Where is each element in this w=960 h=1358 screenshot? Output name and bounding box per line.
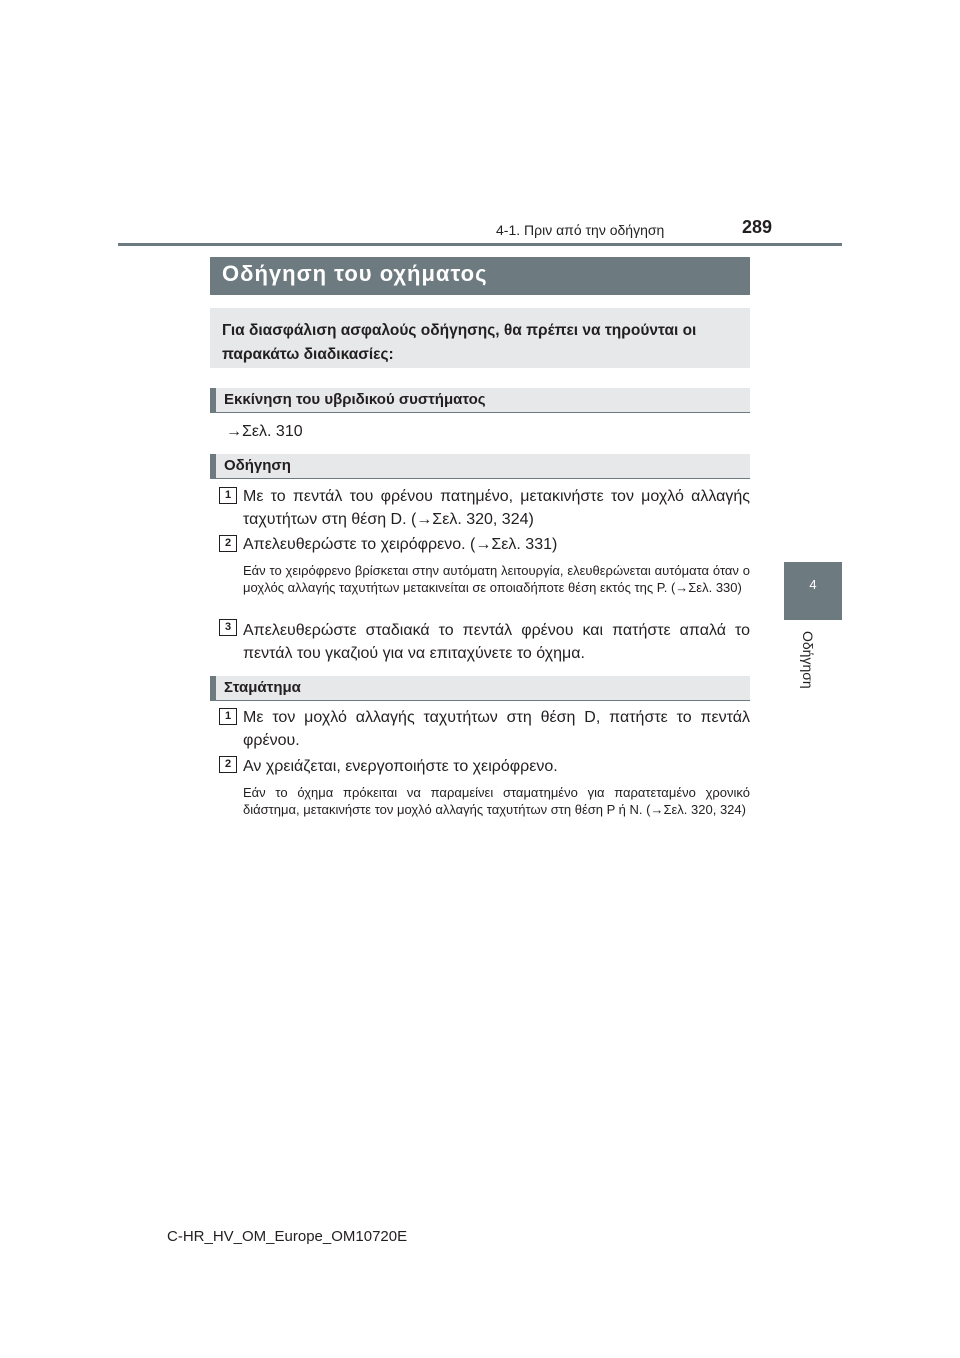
step-number-badge: 2	[219, 535, 237, 552]
header-divider	[118, 243, 842, 246]
subheading-label: Οδήγηση	[224, 457, 291, 474]
page-number: 289	[742, 217, 773, 237]
subheading-label: Εκκίνηση του υβριδικού συστήματος	[224, 391, 486, 408]
intro-text: Για διασφάλιση ασφαλούς οδήγησης, θα πρέπει να τηρούνται οι παρακάτω διαδικασίες:	[222, 322, 697, 363]
subheading-label: Σταμάτημα	[224, 679, 301, 696]
document-code: C-HR_HV_OM_Europe_OM10720E	[167, 1228, 408, 1245]
step-number-badge: 1	[219, 708, 237, 725]
step-text: Απελευθερώστε σταδιακά το πεντάλ φρένου και πατήστε απαλά το πεντάλ του γκαζιού για να επιταχύνετε το όχημα.	[243, 622, 750, 662]
step-text: Με το πεντάλ του φρένου πατημένο, μετακινήστε τον μοχλό αλλαγής ταχυτήτων στη θέση D. (→Σελ. 320, 324)	[243, 488, 750, 528]
section-title: 4-1. Πριν από την οδήγηση	[496, 222, 665, 238]
step-text: Απελευθερώστε το χειρόφρενο. (→Σελ. 331)	[243, 536, 558, 553]
step-note: Εάν το όχημα πρόκειται να παραμείνει σταματημένο για παρατεταμένο χρονικό διάστημα, μετακινήστε τον μοχλό αλλαγής ταχυτήτων στη θέση P ή N. (→Σελ. 320, 324)	[243, 785, 750, 817]
step-note: Εάν το χειρόφρενο βρίσκεται στην αυτόματη λειτουργία, ελευθερώνεται αυτόματα όταν ο μοχλός αλλαγής ταχυτήτων μετακινείται σε οποιαδήποτε θέση εκτός της P. (→Σελ. 330)	[243, 563, 750, 595]
page-heading: Οδήγηση του οχήματος	[222, 261, 488, 286]
step-text: Με τον μοχλό αλλαγής ταχυτήτων στη θέση D, πατήστε το πεντάλ φρένου.	[243, 709, 750, 749]
chapter-label: Οδήγηση	[800, 631, 816, 689]
subheading-stopping	[210, 676, 750, 701]
step-text: Αν χρειάζεται, ενεργοποιήστε το χειρόφρενο.	[243, 758, 558, 775]
step-number-badge: 3	[219, 619, 237, 636]
step-number-badge: 2	[219, 756, 237, 773]
chapter-number: 4	[809, 577, 817, 592]
step-number-badge: 1	[219, 487, 237, 504]
subheading-start-system	[210, 388, 750, 413]
chapter-label-wrap	[800, 631, 824, 701]
page-reference-link[interactable]: →Σελ. 310	[226, 423, 303, 440]
subheading-driving	[210, 454, 750, 479]
intro-box	[210, 308, 750, 368]
page-heading-bar	[210, 257, 750, 295]
